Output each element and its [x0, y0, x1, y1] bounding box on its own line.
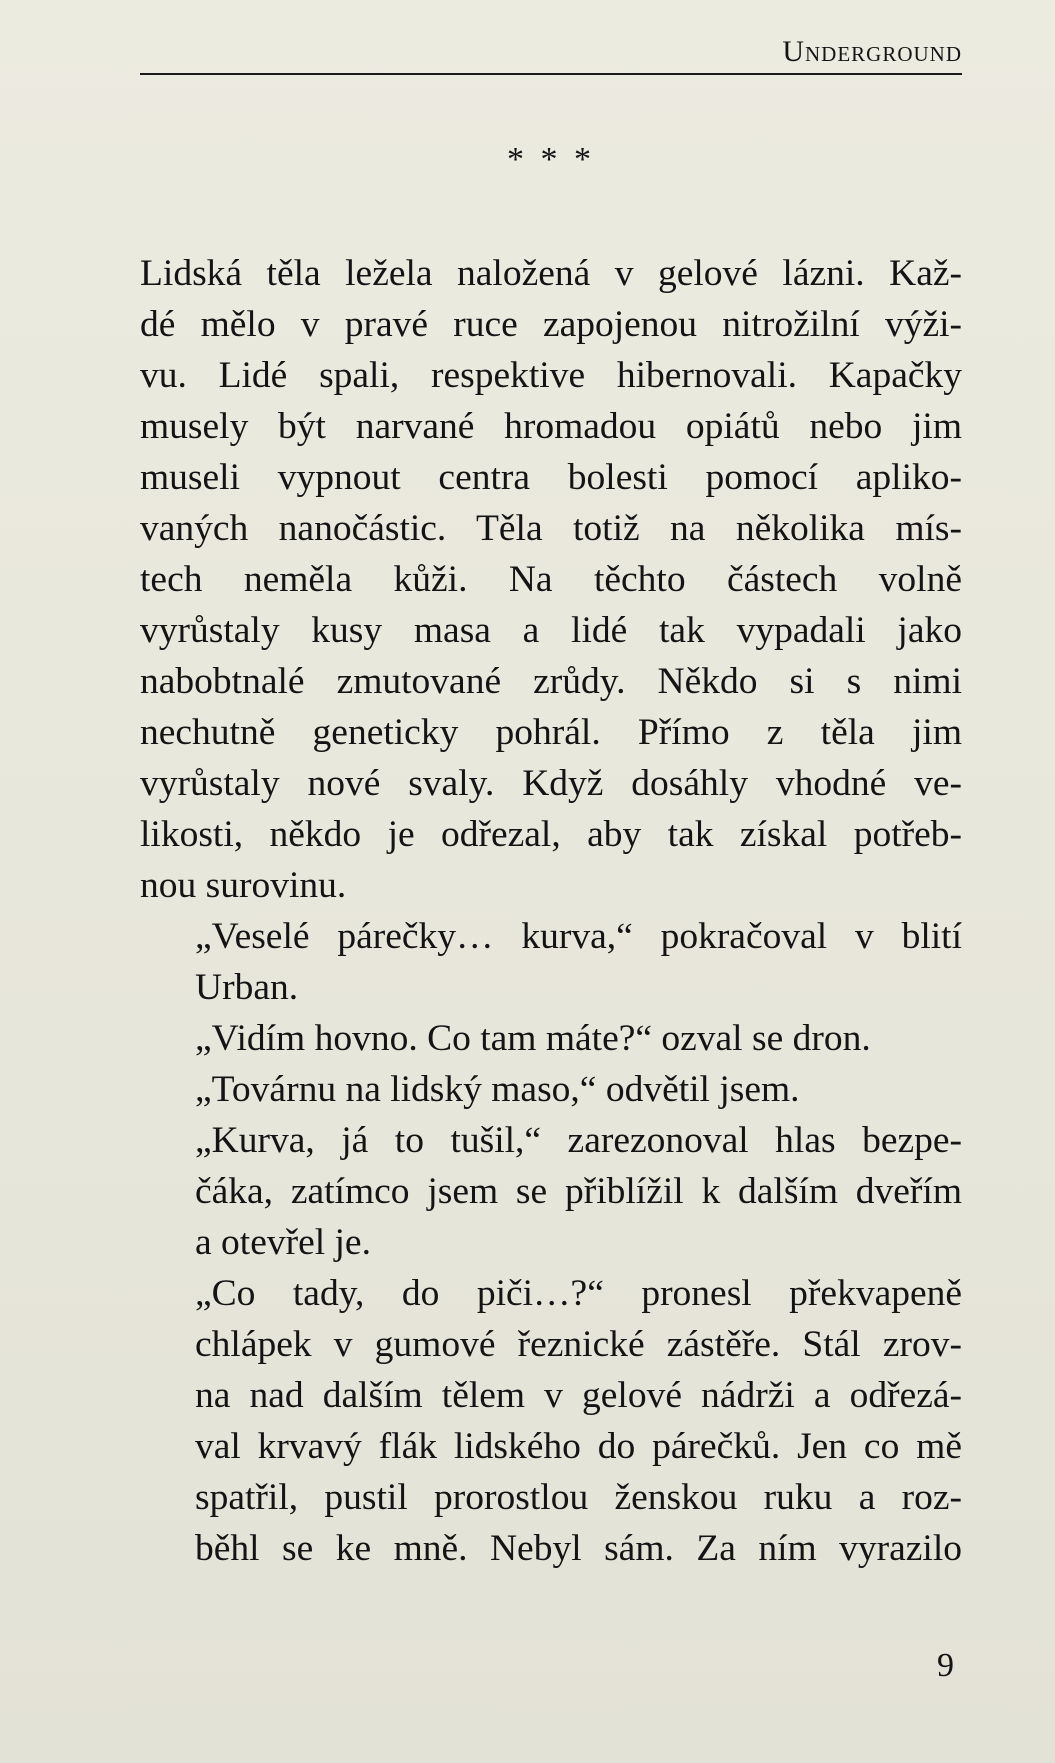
text-line: čáka, zatímco jsem se přiblížil k dalším dveřím — [195, 1171, 962, 1212]
text-line: musely být narvané hromadou opiátů nebo jim — [140, 406, 962, 447]
text-line: spatřil, pustil prorostlou ženskou ruku a roz- — [195, 1477, 962, 1518]
text-line: nabobtnalé zmutované zrůdy. Někdo si s nimi — [140, 661, 962, 702]
text-line: vyrůstaly kusy masa a lidé tak vypadali jako — [140, 610, 962, 651]
text-line: nechutně geneticky pohrál. Přímo z těla jim — [140, 712, 962, 753]
text-line: nou surovinu. — [140, 865, 347, 906]
paragraph — [140, 1268, 962, 1574]
section-break: * * * — [507, 141, 595, 178]
text-line: a otevřel je. — [195, 1222, 371, 1263]
text-line: „Co tady, do piči…?“ pronesl překvapeně — [195, 1273, 962, 1314]
text-line: val krvavý flák lidského do párečků. Jen co mě — [195, 1426, 962, 1467]
text-line: „Veselé párečky… kurva,“ pokračoval v blití — [195, 916, 962, 957]
text-line: vaných nanočástic. Těla totiž na několika mís- — [140, 508, 962, 549]
text-line: běhl se ke mně. Nebyl sám. Za ním vyrazilo — [195, 1528, 962, 1569]
header-rule — [140, 73, 962, 75]
text-line: Urban. — [195, 967, 299, 1008]
text-line: museli vypnout centra bolesti pomocí apliko- — [140, 457, 962, 498]
running-head: Underground — [782, 35, 962, 68]
paragraph — [140, 911, 962, 1013]
body-text — [140, 248, 962, 1574]
text-line: vyrůstaly nové svaly. Když dosáhly vhodné ve- — [140, 763, 962, 804]
paragraph — [140, 1013, 962, 1064]
text-line: na nad dalším tělem v gelové nádrži a odřezá- — [195, 1375, 962, 1416]
text-line: „Vidím hovno. Co tam máte?“ ozval se dron. — [195, 1018, 871, 1059]
paragraph — [140, 1115, 962, 1268]
paragraph — [140, 248, 962, 911]
text-line: likosti, někdo je odřezal, aby tak získal potřeb- — [140, 814, 962, 855]
text-line: „Továrnu na lidský maso,“ odvětil jsem. — [195, 1069, 800, 1110]
page-number: 9 — [937, 1647, 954, 1684]
text-line: chlápek v gumové řeznické zástěře. Stál zrov- — [195, 1324, 962, 1365]
text-line: tech neměla kůži. Na těchto částech volně — [140, 559, 962, 600]
paragraph — [140, 1064, 962, 1115]
text-line: dé mělo v pravé ruce zapojenou nitrožilní výži- — [140, 304, 962, 345]
text-line: „Kurva, já to tušil,“ zarezonoval hlas bezpe- — [195, 1120, 962, 1161]
text-line: Lidská těla ležela naložená v gelové lázni. Kaž- — [140, 253, 962, 294]
text-line: vu. Lidé spali, respektive hibernovali. Kapačky — [140, 355, 962, 396]
